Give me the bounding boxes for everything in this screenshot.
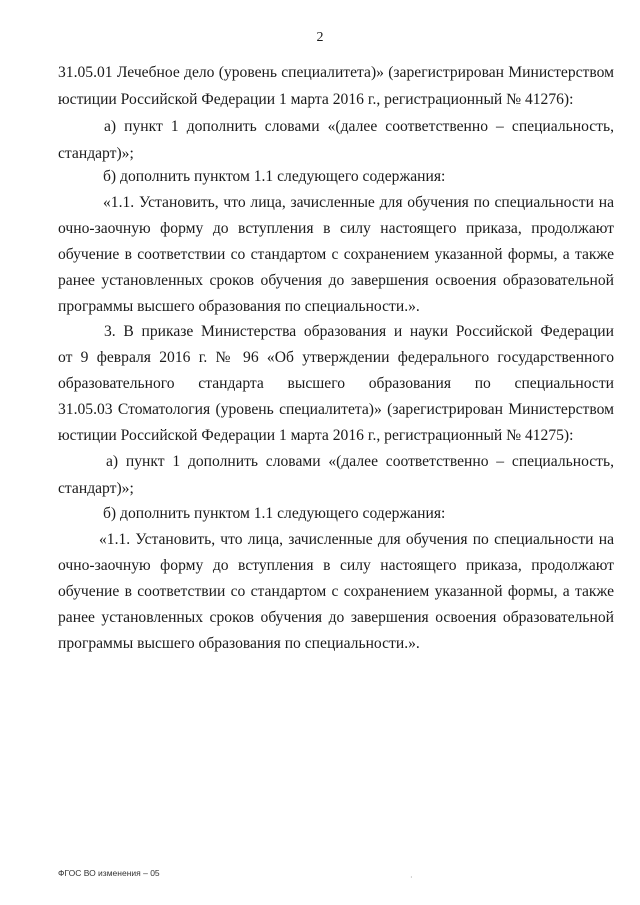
text-line: юстиции Российской Федерации 1 марта 2016 г., регистрационный № 41275): — [58, 427, 574, 444]
text-line: стандарт)»; — [58, 145, 134, 162]
text-line: 3. В приказе Министерства образования и науки Российской Федерации — [104, 323, 614, 340]
text-line: ранее установленных сроков обучения до завершения освоения образовательной — [58, 272, 614, 289]
text-line: 31.05.03 Стоматология (уровень специалитета)» (зарегистрирован Министерством — [58, 401, 614, 418]
text-line: б) дополнить пунктом 1.1 следующего содержания: — [103, 505, 446, 522]
text-line: очно-заочную форму до вступления в силу настоящего приказа, продолжают — [58, 557, 614, 574]
text-line: «1.1. Установить, что лица, зачисленные для обучения по специальности на — [99, 531, 614, 548]
text-line: программы высшего образования по специальности.». — [58, 298, 420, 315]
text-line: от 9 февраля 2016 г. № 96 «Об утверждении федерального государственного — [58, 349, 614, 366]
text-line: ранее установленных сроков обучения до завершения освоения образовательной — [58, 609, 614, 626]
footer-document-code: ФГОС ВО изменения – 05 — [58, 868, 160, 878]
text-line: 31.05.01 Лечебное дело (уровень специалитета)» (зарегистрирован Министерством — [58, 64, 614, 81]
text-line: образовательного стандарта высшего образования по специальности — [58, 375, 614, 392]
text-line: «1.1. Установить, что лица, зачисленные для обучения по специальности на — [103, 194, 614, 211]
text-line: обучение в соответствии со стандартом с сохранением указанной формы, а также — [58, 583, 614, 600]
text-line: очно-заочную форму до вступления в силу настоящего приказа, продолжают — [58, 220, 614, 237]
text-line: обучение в соответствии со стандартом с сохранением указанной формы, а также — [58, 246, 614, 263]
text-line: юстиции Российской Федерации 1 марта 2016 г., регистрационный № 41276): — [58, 91, 574, 108]
text-line: стандарт)»; — [58, 480, 134, 497]
text-line: а) пункт 1 дополнить словами «(далее соответственно – специальность, — [104, 118, 614, 135]
text-line: б) дополнить пунктом 1.1 следующего содержания: — [103, 168, 446, 185]
scan-mark: · — [410, 873, 413, 882]
text-line: программы высшего образования по специальности.». — [58, 635, 420, 652]
text-line: а) пункт 1 дополнить словами «(далее соответственно – специальность, — [106, 453, 614, 470]
page-number: 2 — [316, 30, 324, 45]
